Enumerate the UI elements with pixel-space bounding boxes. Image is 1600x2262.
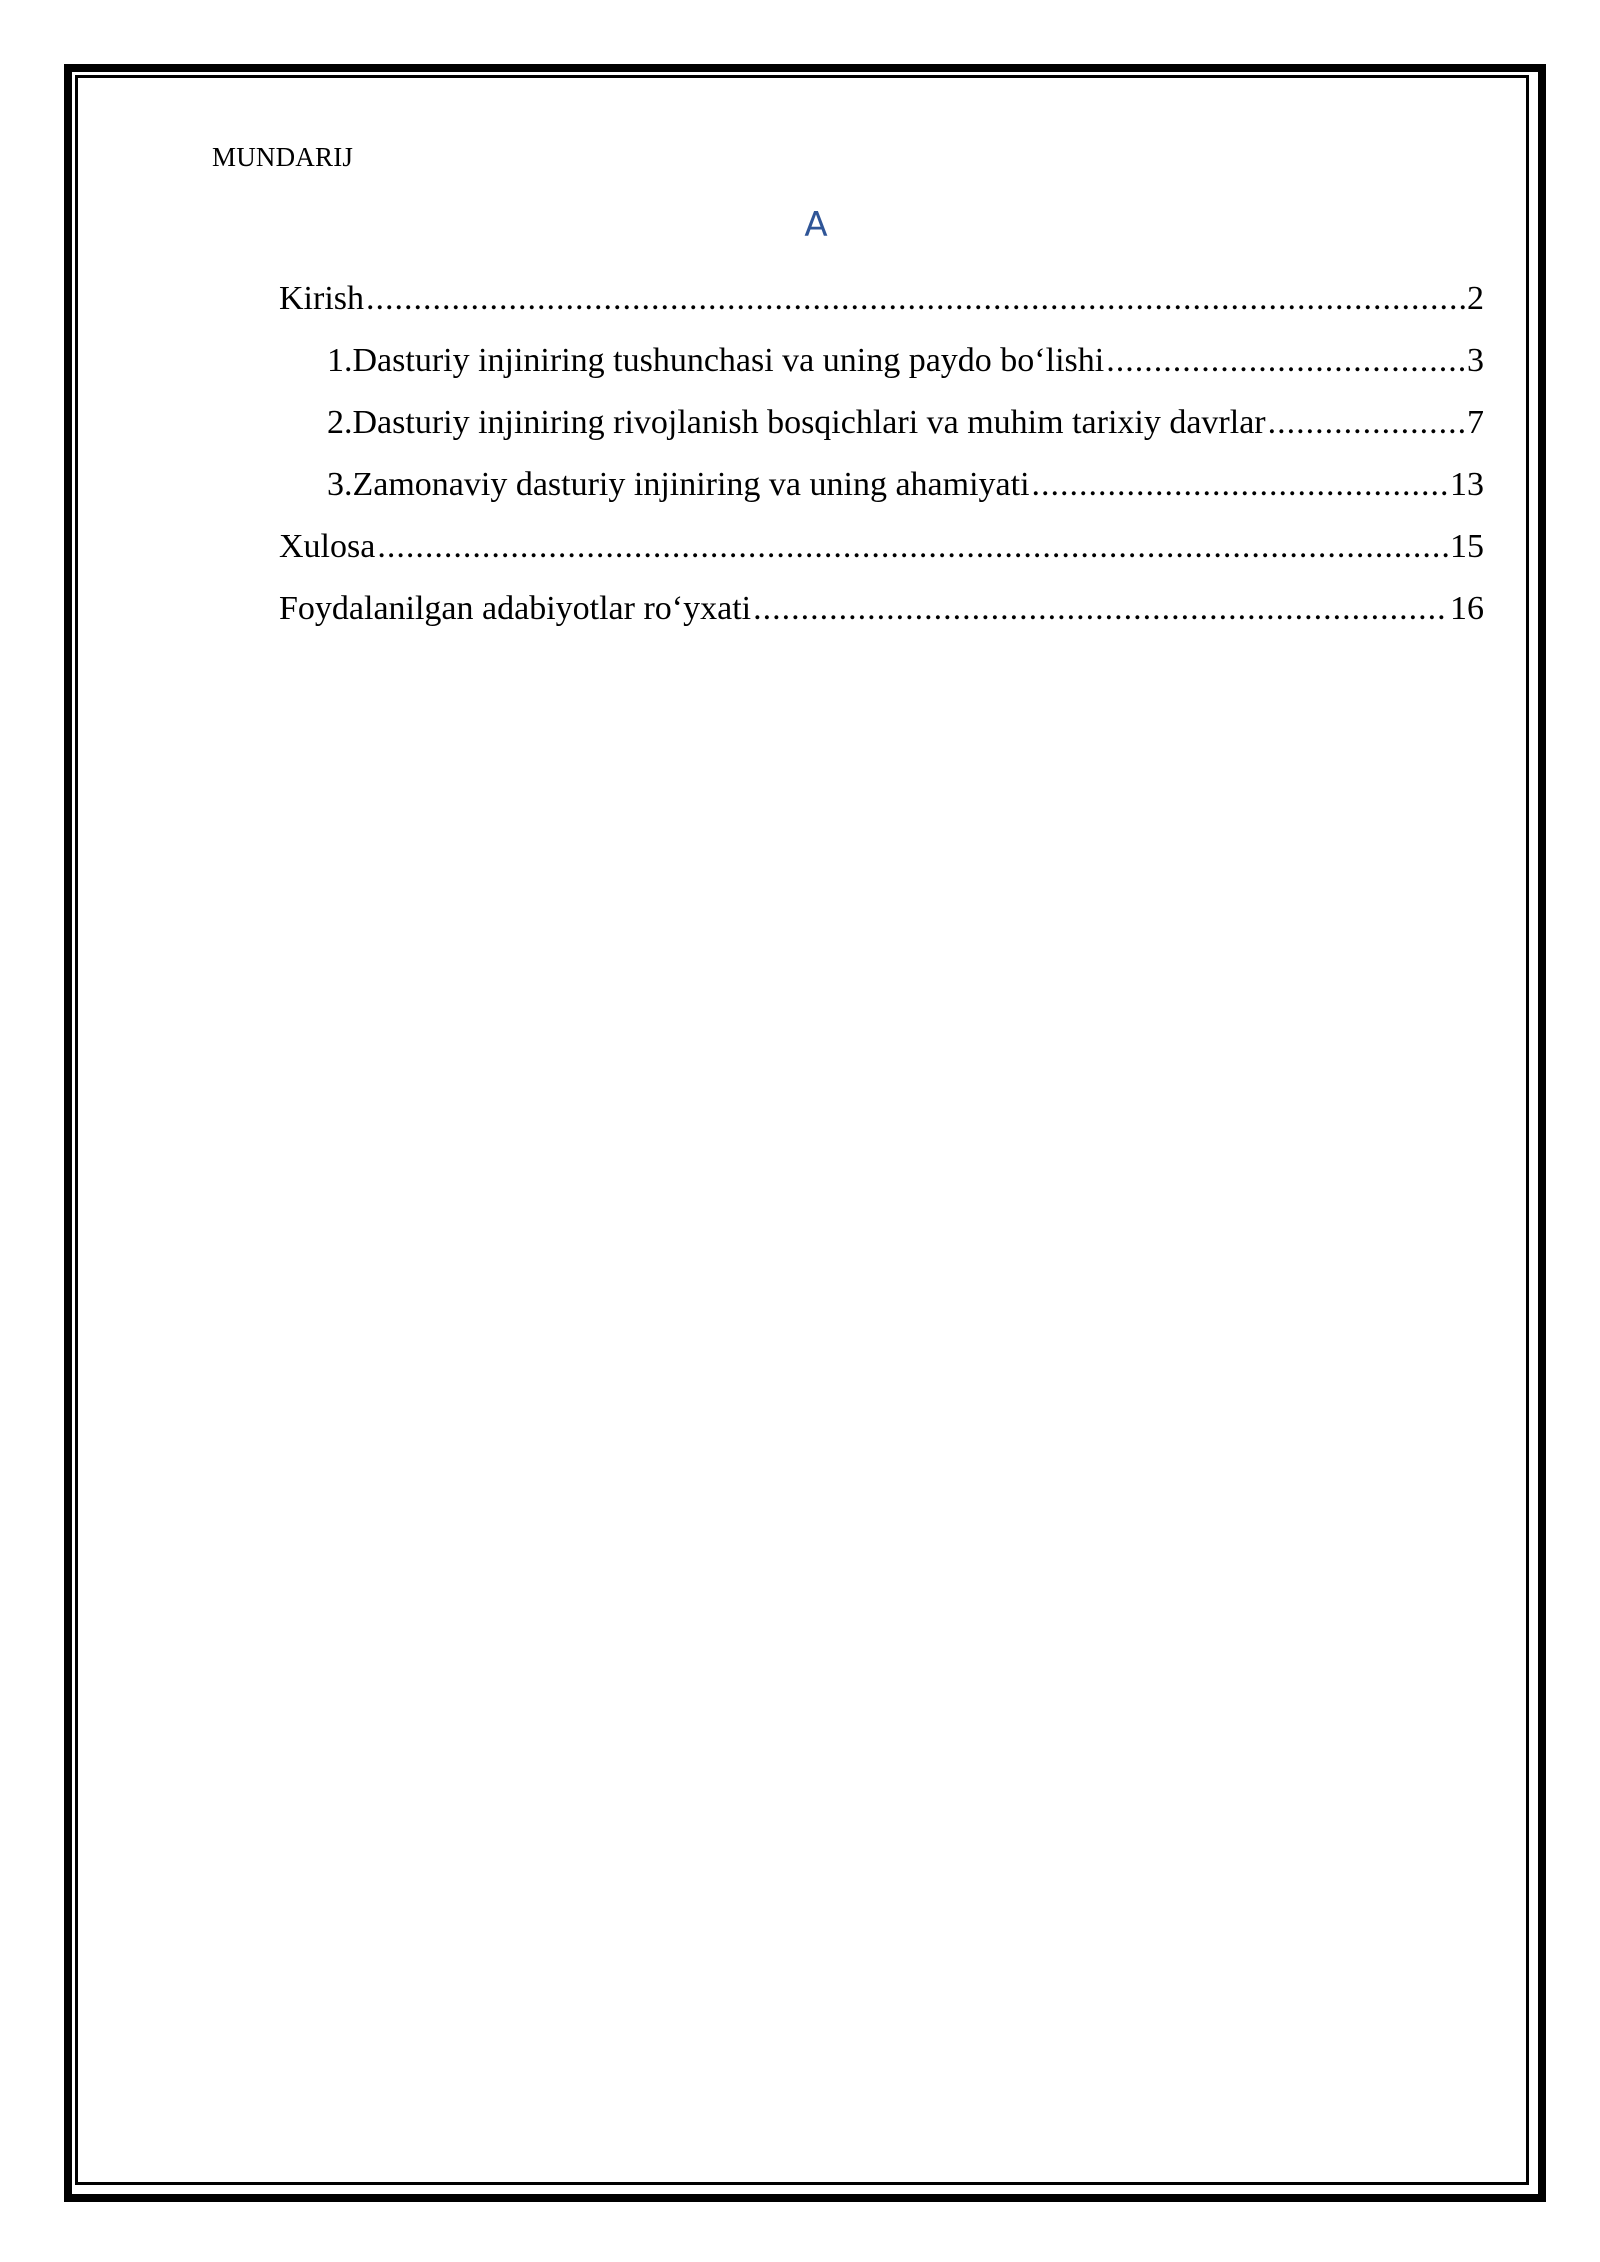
toc-entry-title: Xulosa	[279, 528, 376, 565]
toc-dot-leader	[753, 590, 1448, 628]
toc-entry-kirish[interactable]	[279, 280, 1484, 342]
toc-entry-title: Foydalanilgan adabiyotlar ro‘yxati	[279, 590, 752, 627]
toc-heading-part1: MUNDARIJ	[212, 142, 354, 172]
toc-entry-section-1[interactable]	[279, 342, 1484, 404]
toc-entry-title: Zamonaviy dasturiy injiniring va uning ahamiyati	[352, 466, 1030, 503]
toc-entry-number: 3.	[327, 466, 353, 503]
toc-entry-section-2[interactable]	[279, 404, 1484, 466]
toc-entry-xulosa[interactable]	[279, 528, 1484, 590]
toc-entry-page: 13	[1450, 466, 1484, 503]
toc-entry-page: 16	[1450, 590, 1484, 627]
toc-entry-title: Kirish	[279, 280, 364, 317]
toc-dot-leader	[377, 528, 1448, 566]
toc-entry-number: 1.	[327, 342, 353, 379]
toc-entry-number: 2.	[327, 404, 353, 441]
toc-entry-page: 2	[1467, 280, 1484, 317]
toc-dot-leader	[366, 280, 1465, 318]
toc-dot-leader	[1268, 404, 1465, 442]
toc-entry-section-3[interactable]	[279, 466, 1484, 528]
toc-dot-leader	[1032, 466, 1448, 504]
toc-entry-title: Dasturiy injiniring tushunchasi va uning paydo bo‘lishi	[352, 342, 1105, 379]
toc-entry-page: 7	[1467, 404, 1484, 441]
toc-entry-page: 15	[1450, 528, 1484, 565]
toc-entry-page: 3	[1467, 342, 1484, 379]
table-of-contents	[279, 280, 1484, 652]
toc-dot-leader	[1106, 342, 1465, 380]
toc-heading-part2: A	[804, 205, 828, 245]
toc-entry-title: Dasturiy injiniring rivojlanish bosqichlari va muhim tarixiy davrlar	[352, 404, 1266, 441]
toc-entry-references[interactable]	[279, 590, 1484, 652]
